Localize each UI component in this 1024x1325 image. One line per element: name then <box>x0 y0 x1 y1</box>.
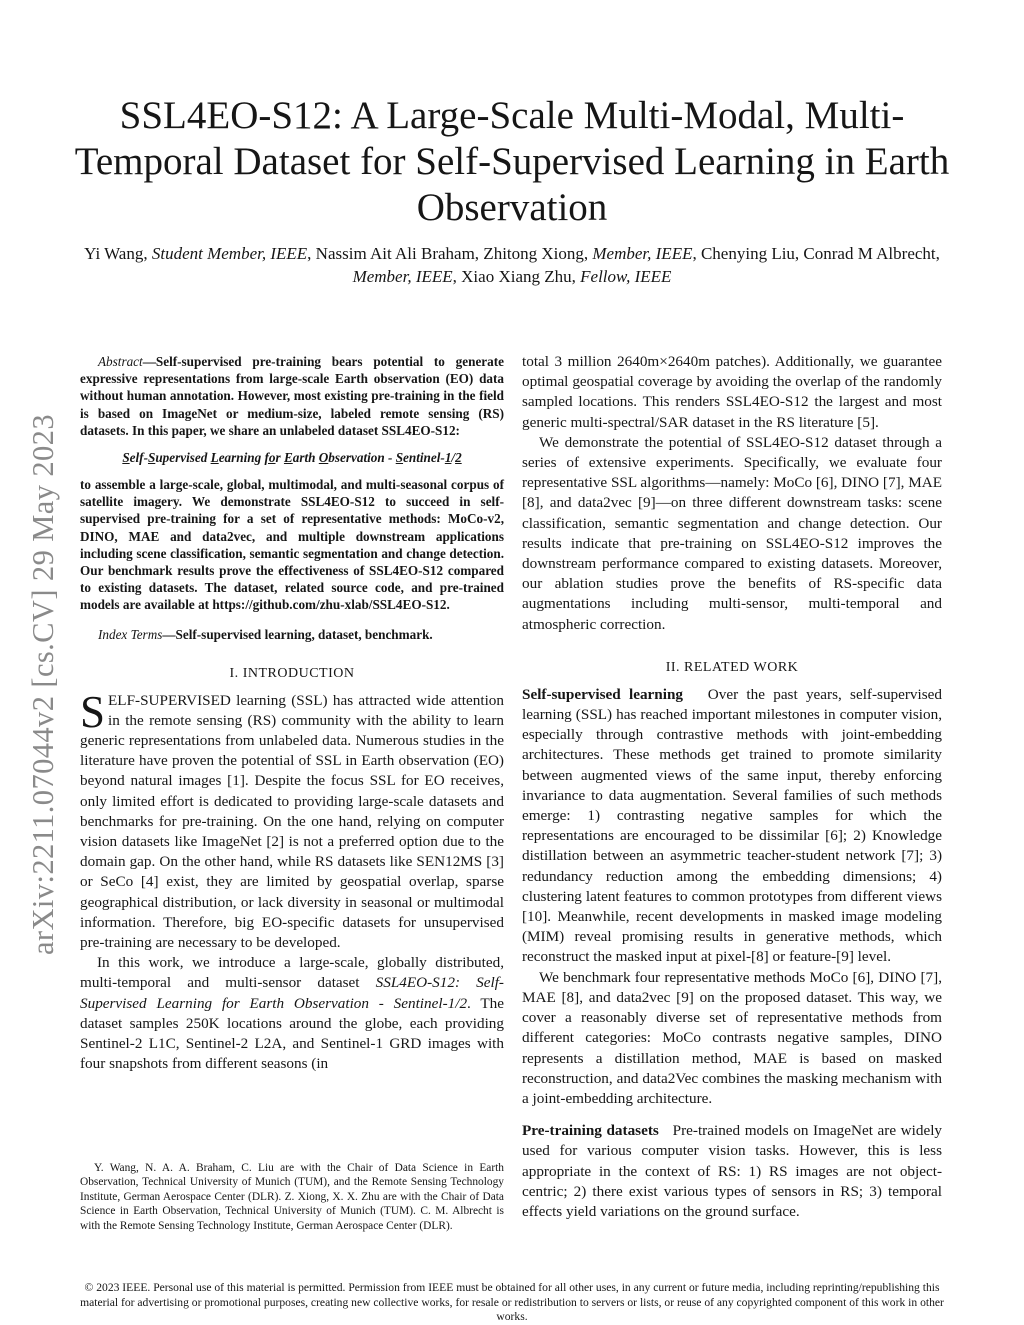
section-number: I. <box>229 665 243 681</box>
intro-caps: ELF-SUPERVISED <box>108 691 231 709</box>
author-segment: , Chenying Liu, Conrad M Albrecht, <box>692 244 940 263</box>
acronym-text: entinel- <box>403 450 445 466</box>
paragraph-heading: Pre-training datasets <box>522 1122 659 1140</box>
section-title: NTRODUCTION <box>247 665 355 681</box>
acronym-letter: O <box>318 450 329 466</box>
related-paragraph: We benchmark four representative methods MoCo [6], DINO [7], MAE [8], and data2vec [9] on the proposed dataset. This way, we cover a reasonably diverse set of representative methods from different categories: MoCo contrasts negative samples, DINO represents a distillation method, MAE is based on masked reconstruction, and data2Vec combines the masking mechanism with a joint-embedding architecture. <box>522 968 942 1107</box>
arxiv-identifier: arXiv:2211.07044v2 [cs.CV] 29 May 2023 <box>26 414 60 955</box>
dataset-acronym <box>80 449 504 466</box>
author-role: Member, IEEE <box>352 267 453 286</box>
index-terms-text: —Self-supervised learning, dataset, benchmark. <box>162 626 433 642</box>
acronym-letter: S <box>395 450 404 466</box>
intro-text: . The dataset samples 250K locations around the globe, each providing Sentinel-2 L1C, Sentinel-2 L2A, and Sentinel-1 GRD images with four snapshots from different seasons (in <box>80 994 504 1073</box>
right-column <box>522 352 942 1222</box>
author-segment: , Xiao Xiang Zhu, <box>452 267 581 286</box>
intro-text: In this work, we introduce a large-scale, globally distributed, multi-temporal and multi-sensor dataset <box>80 954 504 992</box>
abstract-paragraph <box>80 353 504 439</box>
related-paragraph <box>522 1121 942 1222</box>
left-column <box>80 353 504 1075</box>
acronym-letter: fo <box>264 450 276 466</box>
index-terms <box>80 626 504 643</box>
related-paragraph <box>522 685 942 968</box>
section-title: ELATED WORK <box>693 659 799 675</box>
section-initial: I <box>242 665 248 681</box>
acronym-text: bservation - <box>328 450 396 466</box>
section-heading-related-work <box>522 659 942 677</box>
author-role: Fellow, IEEE <box>580 267 672 286</box>
paragraph-heading: Self-supervised learning <box>522 685 683 703</box>
intro-paragraph <box>80 953 504 1074</box>
author-role: Student Member, IEEE <box>151 244 308 263</box>
acronym-letter: S <box>147 450 156 466</box>
acronym-text: elf- <box>129 450 148 466</box>
author-segment: , Nassim Ait Ali Braham, Zhitong Xiong, <box>307 244 593 263</box>
author-role: Member, IEEE <box>592 244 693 263</box>
section-initial: R <box>684 659 694 675</box>
paper-title: SSL4EO-S12: A Large-Scale Multi-Modal, Multi-Temporal Dataset for Self-Supervised Learning in Earth Observation <box>74 94 950 229</box>
acronym-text: / <box>451 450 456 466</box>
intro-text: learning (SSL) has attracted wide attention in the remote sensing (RS) community with the ability to learn generic representations from unlabeled data. Numerous studies in the literature have proven the potential of SSL in Earth observation (EO) beyond natural images [1]. Despite the focus SSL for EO receives, only limited effort is dedicated to providing large-scale datasets and benchmarks for pre-training. On the one hand, relying on computer vision datasets like ImageNet [2] is not a preferred option due to the domain gap. On the other hand, while RS datasets like SEN12MS [3] or SeCo [4] exist, they are limited by geospatial overlap, sparse geographical distribution, or lack diversity in seasonal or multimodal information. Therefore, big EO-specific datasets for unsupervised pre-training are necessary to be developed. <box>80 691 504 952</box>
acronym-text: upervised <box>155 450 211 466</box>
dataset-full-name: SSL4EO-S12: Self-Supervised Learning for Earth Observation - Sentinel-1/2 <box>80 974 504 1012</box>
copyright-notice: © 2023 IEEE. Personal use of this material is permitted. Permission from IEEE must be obtained for all other uses, in any current or future media, including reprinting/republishing this material for advertising or promotional purposes, creating new collective works, for resale or redistribution to servers or lists, or reuse of any copyrighted component of this work in other works. <box>80 1281 944 1324</box>
section-heading-introduction <box>80 665 504 683</box>
abstract-label: Abstract <box>98 354 143 369</box>
acronym-text: earning <box>218 450 265 466</box>
acronym-letter: L <box>210 450 219 466</box>
drop-cap: S <box>80 686 106 737</box>
acronym-letter: E <box>283 450 293 466</box>
acronym-text: arth <box>292 450 319 466</box>
affiliation-footnote: Y. Wang, N. A. A. Braham, C. Liu are with the Chair of Data Science in Earth Observation, Technical University of Munich (TUM), and the Remote Sensing Technology Institute, German Aerospace Center (DLR). Z. Xiong, X. X. Zhu are with the Chair of Data Science in Earth Observation, Technical University of Munich (TUM). C. M. Albrecht is with the Remote Sensing Technology Institute, German Aerospace Center (DLR). <box>80 1162 504 1232</box>
acronym-text: r <box>275 450 284 466</box>
acronym-letter: 1 <box>444 450 452 466</box>
intro-paragraph: We demonstrate the potential of SSL4EO-S12 dataset through a series of extensive experiments. Specifically, we evaluate four representative SSL algorithms—namely: MoCo [6], DINO [7], MAE [8], and data2vec [9]—on three different downstream tasks: scene classification, semantic segmentation and change detection. Our results indicate that pre-training on SSL4EO-S12 improves the downstream performance compared to existing datasets. Moreover, our ablation studies prove the benefits of RS-specific data augmentations including multi-sensor, multi-temporal and atmospheric correction. <box>522 433 942 633</box>
author-list <box>78 242 946 288</box>
intro-paragraph <box>80 686 504 954</box>
related-text: Pre-trained models on ImageNet are widely used for various computer vision tasks. However, this is less appropriate in the context of RS: 1) RS images are not object-centric; 2) there exist various types of sensors in RS; 3) temporal effects yield variations on the ground surface. <box>522 1122 943 1220</box>
abstract-paragraph: to assemble a large-scale, global, multimodal, and multi-seasonal corpus of satellite imagery. We demonstrate SSL4EO-S12 to succeed in self-supervised pre-training for a set of representative methods: MoCo-v2, DINO, MAE and data2vec, and multiple downstream applications including scene classification, semantic segmentation and change detection. Our benchmark results prove the effectiveness of SSL4EO-S12 compared to existing datasets. The dataset, related source code, and pre-trained models are available at https://github.com/zhu-xlab/SSL4EO-S12. <box>80 477 504 613</box>
index-terms-label: Index Terms <box>98 626 163 642</box>
acronym-letter: S <box>122 450 130 466</box>
author-segment: Yi Wang, <box>84 244 152 263</box>
abstract-text: —Self-supervised pre-training bears potential to generate expressive representations from large-scale Earth observation (EO) data without human annotation. However, most existing pre-training in the field is based on ImageNet or medium-size, labeled remote sensing (RS) datasets. In this paper, we share an unlabeled dataset SSL4EO-S12: <box>80 354 504 438</box>
acronym-letter: 2 <box>455 450 462 466</box>
intro-paragraph: total 3 million 2640m×2640m patches). Additionally, we guarantee optimal geospatial coverage by avoiding the overlap of the randomly sampled locations. This renders SSL4EO-S12 the largest and most generic multi-spectral/SAR dataset in the RS literature [5]. <box>522 353 942 431</box>
section-number: II. <box>665 659 685 675</box>
related-text: Over the past years, self-supervised learning (SSL) has reached important milestones in computer vision, especially through contrastive methods with joint-embedding architectures. These methods get trained to promote similarity between augmented views of the same input, thereby enforcing invariance to data augmentation. Several families of such methods emerge: 1) contrasting negative samples for which the representations are encouraged to be dissimilar [6]; 2) Knowledge distillation between an asymmetric teacher-student network [7]; 3) redundancy reduction among the embedding dimensions; 4) clustering latent features to common prototypes from different views [10]. Meanwhile, recent developments in masked image modeling (MIM) reveal promising results in generative methods, which reconstruct the masked input at pixel-[8] or feature-[9] level. <box>522 685 942 966</box>
